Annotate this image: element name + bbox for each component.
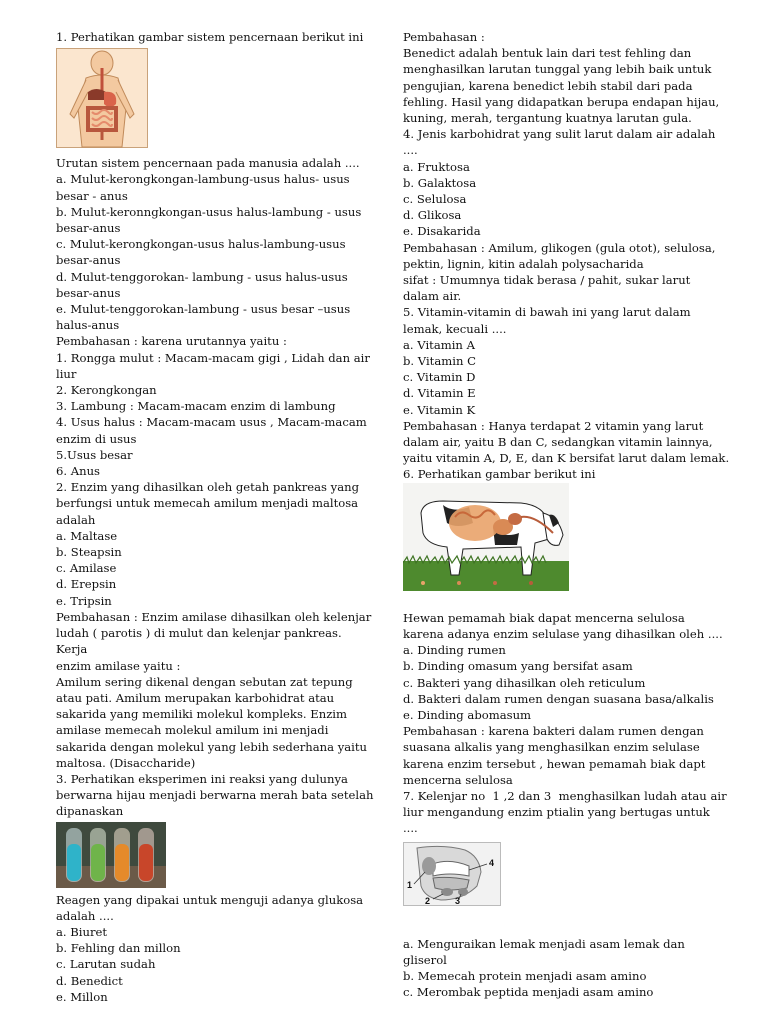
q1-option-line: a. Mulut-kerongkongan-lambung-usus halus- usus: [56, 172, 350, 187]
q2-line: Amilum sering dikenal dengan sebutan zat tepung: [56, 674, 353, 689]
cow-digestion-figure: [403, 483, 569, 591]
q5-line: b. Vitamin C: [403, 354, 476, 369]
q6-line: mencerna selulosa: [403, 772, 513, 787]
q6-line: a. Dinding rumen: [403, 643, 506, 658]
q6-line: d. Bakteri dalam rumen dengan suasana basa/alkalis: [403, 691, 714, 706]
q1-option-line: e. Mulut-tenggorokan-lambung - usus besar –usus: [56, 302, 351, 317]
q1-explanation-line: liur: [56, 366, 77, 381]
q5-line: c. Vitamin D: [403, 370, 476, 385]
q4-line: sifat : Umumnya tidak berasa / pahit, sukar larut: [403, 273, 691, 288]
q1-option-line: b. Mulut-keronngkongan-usus halus-lambung - usus: [56, 204, 362, 219]
q5-line: a. Vitamin A: [403, 337, 475, 352]
q3-line: adalah ....: [56, 908, 114, 923]
q4-line: 4. Jenis karbohidrat yang sulit larut dalam air adalah: [403, 127, 716, 142]
q1-option-line: d. Mulut-tenggorokan- lambung - usus halus-usus: [56, 269, 348, 284]
q6-line: e. Dinding abomasum: [403, 707, 532, 722]
salivary-label-1: 1: [407, 879, 413, 890]
q5-line: e. Vitamin K: [403, 402, 476, 417]
q5-line: dalam air, yaitu B dan C, sedangkan vitamin lainnya,: [403, 435, 713, 450]
q5-line: 5. Vitamin-vitamin di bawah ini yang larut dalam: [403, 305, 691, 320]
q3-line: a. Biuret: [56, 924, 108, 939]
q7-line: a. Menguraikan lemak menjadi asam lemak dan: [403, 936, 685, 951]
q1-explanation-line: 4. Usus halus : Macam-macam usus , Macam-macam: [56, 415, 367, 430]
q3-intro-line: 3. Perhatikan eksperimen ini reaksi yang dulunya: [56, 771, 348, 786]
cow-digestive-system-diagram: [403, 483, 569, 591]
q6-line: karena enzim tersebut , hewan pemamah biak dapt: [403, 756, 706, 771]
q4-line: d. Glikosa: [403, 208, 462, 223]
q2-line: maltosa. (Disaccharide): [56, 755, 196, 770]
q6-line: karena adanya enzim selulase yang dihasilkan oleh ....: [403, 626, 723, 641]
q1-option-line: halus-anus: [56, 318, 120, 333]
q2-line: a. Maltase: [56, 528, 118, 543]
q3-explanation-line: fehling. Hasil yang didapatkan berupa endapan hijau,: [403, 94, 720, 109]
q7-line: c. Merombak peptida menjadi asam amino: [403, 985, 654, 1000]
q2-line: 2. Enzim yang dihasilkan oleh getah pankreas yang: [56, 480, 360, 495]
q2-line: sakarida dengan molekul yang lebih sederhana yaitu: [56, 739, 367, 754]
q2-line: ludah ( parotis ) di mulut dan kelenjar pankreas. Kerja: [56, 626, 346, 657]
digestive-system-figure: [56, 48, 148, 148]
q2-line: b. Steapsin: [56, 545, 122, 560]
q1-option-line: besar-anus: [56, 253, 121, 268]
test-tubes-color-reaction-photo: [56, 822, 166, 888]
q2-line: atau pati. Amilum merupakan karbohidrat atau: [56, 690, 335, 705]
q4-line: e. Disakarida: [403, 224, 481, 239]
q1-explanation-line: 1. Rongga mulut : Macam-macam gigi , Lidah dan air: [56, 350, 370, 365]
q7-intro-line: ....: [403, 821, 418, 836]
q3-explanation-line: Benedict adalah bentuk lain dari test fehling dan: [403, 46, 692, 61]
test-tubes-figure: [56, 822, 166, 888]
q1-option-line: c. Mulut-kerongkongan-usus halus-lambung-usus: [56, 237, 346, 252]
q4-line: a. Fruktosa: [403, 159, 470, 174]
salivary-glands-figure: [403, 842, 501, 906]
q1-explanation-line: enzim di usus: [56, 431, 137, 446]
q6-line: Pembahasan : karena bakteri dalam rumen dengan: [403, 724, 704, 739]
q1-explanation-line: 5.Usus besar: [56, 447, 133, 462]
question-1-title: 1. Perhatikan gambar sistem pencernaan berikut ini: [56, 30, 364, 44]
q1-explanation-line: Pembahasan : karena urutannya yaitu :: [56, 334, 287, 349]
q2-line: e. Tripsin: [56, 593, 112, 608]
q4-line: dalam air.: [403, 289, 462, 304]
q2-line: sakarida yang memiliki molekul kompleks. Enzim: [56, 707, 347, 722]
q6-line: b. Dinding omasum yang bersifat asam: [403, 659, 633, 674]
q7-line: gliserol: [403, 952, 447, 967]
q3-explanation-line: kuning, merah, tergantung kuatnya larutan gula.: [403, 111, 692, 126]
salivary-label-2: 2: [425, 895, 431, 906]
q7-line: b. Memecah protein menjadi asam amino: [403, 968, 647, 983]
q3-intro-line: dipanaskan: [56, 804, 124, 819]
right-column: [403, 29, 733, 1000]
q1-explanation-line: 2. Kerongkongan: [56, 383, 157, 398]
q4-line: c. Selulosa: [403, 192, 467, 207]
q5-line: lemak, kecuali ....: [403, 321, 507, 336]
q4-line: b. Galaktosa: [403, 175, 477, 190]
q7-intro-line: 7. Kelenjar no 1 ,2 dan 3 menghasilkan ludah atau air: [403, 788, 727, 803]
q5-line: yaitu vitamin A, D, E, dan K bersifat larut dalam lemak.: [403, 451, 730, 466]
q6-line: Hewan pemamah biak dapat mencerna selulosa: [403, 610, 685, 625]
q3-explanation-line: pengujian, karena benedict lebih stabil dari pada: [403, 78, 693, 93]
q2-line: amilase memecah molekul amilum ini menjadi: [56, 723, 329, 738]
q7-intro-line: liur mengandung enzim ptialin yang bertugas untuk: [403, 805, 710, 820]
q1-explanation-line: 3. Lambung : Macam-macam enzim di lambung: [56, 399, 336, 414]
q3-line: e. Millon: [56, 989, 108, 1004]
q1-option-line: besar-anus: [56, 221, 121, 236]
left-column: [56, 29, 374, 1005]
q5-line: d. Vitamin E: [403, 386, 476, 401]
q3-explanation-line: menghasilkan larutan tunggal yang lebih baik untuk: [403, 62, 712, 77]
q5-line: Pembahasan : Hanya terdapat 2 vitamin yang larut: [403, 418, 704, 433]
salivary-glands-diagram: [403, 842, 501, 906]
q1-explanation-line: 6. Anus: [56, 464, 101, 479]
q2-line: adalah: [56, 512, 96, 527]
q1-option-line: besar-anus: [56, 285, 121, 300]
q3-line: d. Benedict: [56, 973, 123, 988]
q2-line: Pembahasan : Enzim amilase dihasilkan oleh kelenjar: [56, 609, 372, 624]
q3-explanation-line: Pembahasan :: [403, 30, 485, 44]
salivary-label-4: 4: [489, 857, 495, 868]
question-6-title: 6. Perhatikan gambar berikut ini: [403, 467, 596, 482]
q4-line: Pembahasan : Amilum, glikogen (gula otot), selulosa,: [403, 240, 716, 255]
q2-line: c. Amilase: [56, 561, 117, 576]
q4-line: pektin, lignin, kitin adalah polysacharida: [403, 256, 644, 271]
q1-option-line: besar - anus: [56, 188, 128, 203]
q2-line: d. Erepsin: [56, 577, 117, 592]
q6-line: suasana alkalis yang menghasilkan enzim selulase: [403, 740, 700, 755]
q3-line: c. Larutan sudah: [56, 957, 156, 972]
salivary-label-3: 3: [455, 895, 461, 906]
q3-line: Reagen yang dipakai untuk menguji adanya glukosa: [56, 892, 364, 907]
q2-line: enzim amilase yaitu :: [56, 658, 181, 673]
q2-line: berfungsi untuk memecah amilum menjadi maltosa: [56, 496, 359, 511]
q3-intro-line: berwarna hijau menjadi berwarna merah bata setelah: [56, 788, 374, 803]
q4-line: ....: [403, 143, 418, 158]
q3-line: b. Fehling dan millon: [56, 941, 181, 956]
human-digestive-system-illustration: [56, 48, 148, 148]
question-1-prompt: Urutan sistem pencernaan pada manusia adalah ....: [56, 156, 360, 171]
q6-line: c. Bakteri yang dihasilkan oleh reticulum: [403, 675, 646, 690]
